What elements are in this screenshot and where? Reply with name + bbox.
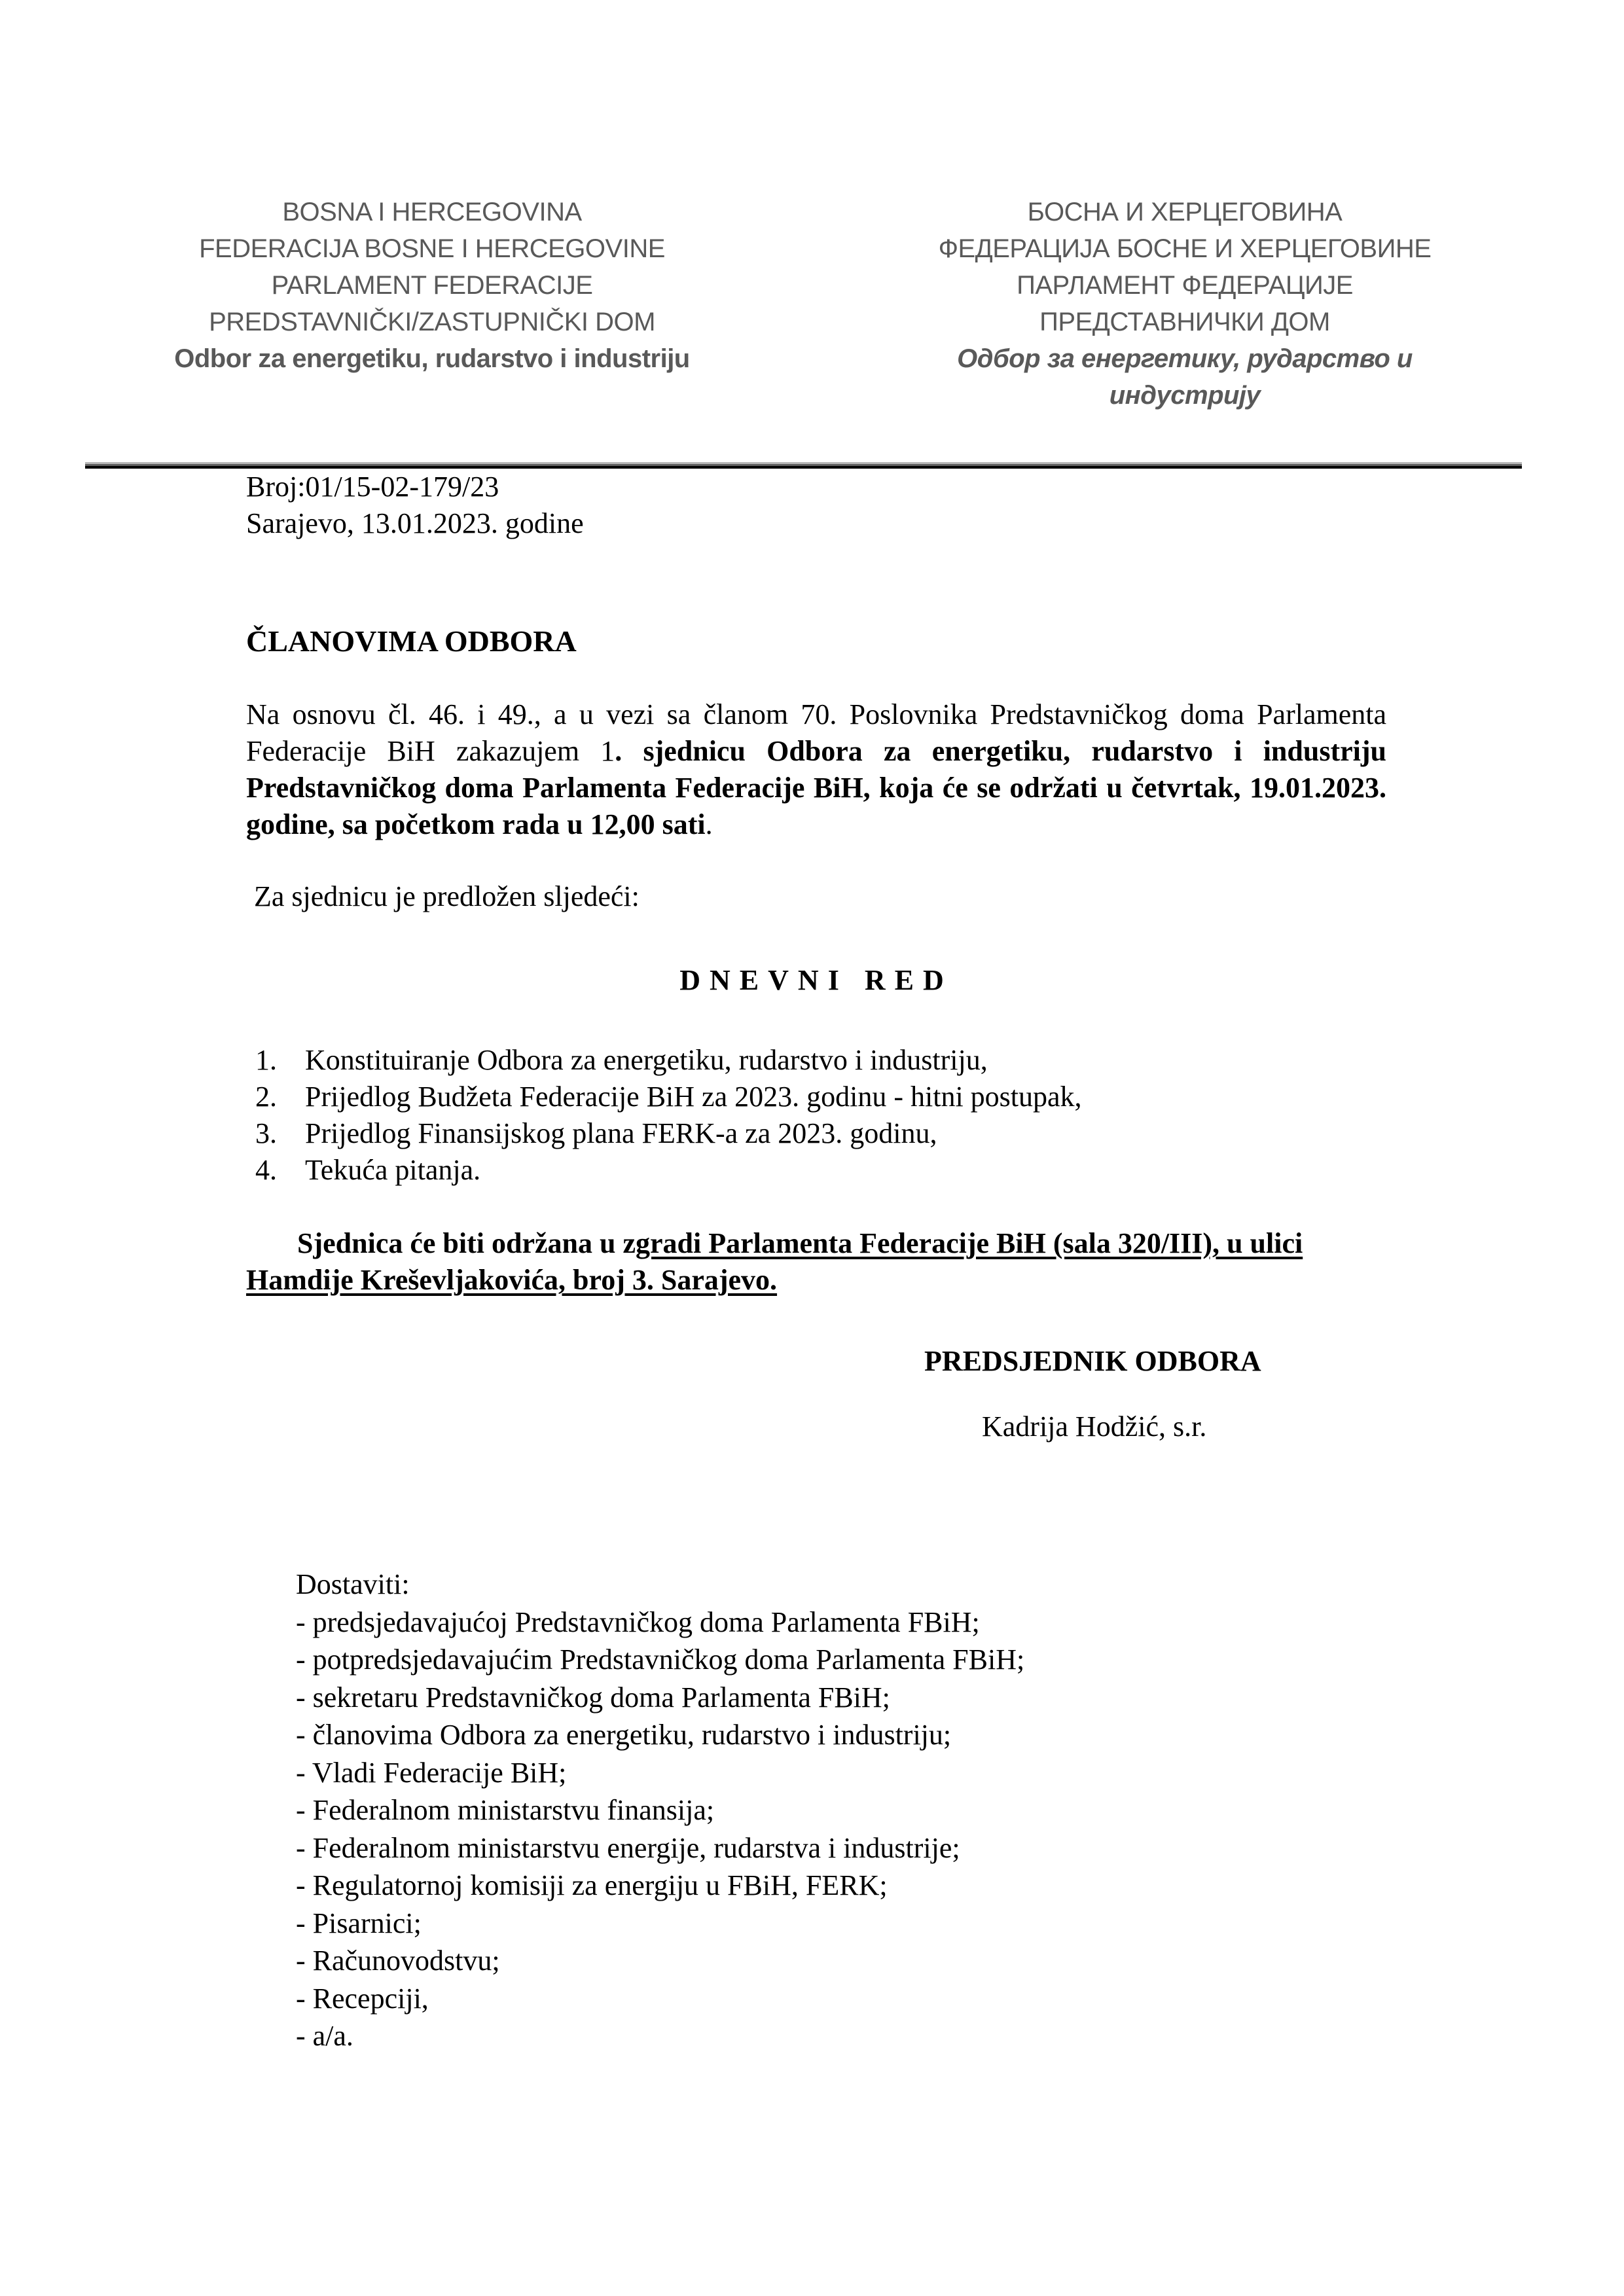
document-reference bbox=[246, 469, 584, 542]
header-latin-line: PARLAMENT FEDERACIJE bbox=[271, 271, 593, 300]
agenda-item-number: 1. bbox=[255, 1044, 277, 1076]
agenda-item-text: Prijedlog Finansijskog plana FERK-a za 2023. godinu, bbox=[305, 1117, 937, 1149]
agenda-intro: Za sjednicu je predložen sljedeći: bbox=[254, 880, 640, 912]
intro-bold-text: . sjednicu Odbora za energetiku, rudarstvo i industriju Predstavničkog doma Parlamenta Federacije BiH, koja će se održati u četvrtak, 19.01.2023. godine, sa početkom rada u 12,00 sati bbox=[246, 735, 1386, 840]
agenda-item-number: 2. bbox=[255, 1081, 277, 1113]
distribution-item: - Vladi Federacije BiH; bbox=[296, 1756, 567, 1789]
header-cyrillic bbox=[890, 194, 1479, 414]
distribution-item: - Recepciji, bbox=[296, 1982, 429, 2015]
distribution-item: - članovima Odbora za energetiku, rudarstvo i industriju; bbox=[296, 1719, 952, 1751]
distribution-item: - a/a. bbox=[296, 2020, 353, 2052]
intro-paragraph bbox=[246, 696, 1386, 843]
distribution-item: - sekretaru Predstavničkog doma Parlamenta FBiH; bbox=[296, 1681, 890, 1713]
signer-title: PREDSJEDNIK ODBORA bbox=[924, 1345, 1261, 1377]
agenda-item bbox=[246, 1115, 1082, 1152]
agenda-item-text: Konstituiranje Odbora za energetiku, rudarstvo i industriju, bbox=[305, 1044, 988, 1076]
distribution-label: Dostaviti: bbox=[296, 1568, 410, 1600]
header-cyrillic-line: ПРЕДСТАВНИЧКИ ДОМ bbox=[1039, 308, 1330, 336]
distribution-item: - Regulatornoj komisiji za energiju u FBiH, FERK; bbox=[296, 1869, 888, 1901]
agenda-item bbox=[246, 1079, 1082, 1115]
reference-number: Broj:01/15-02-179/23 bbox=[246, 471, 499, 503]
agenda-item-number: 3. bbox=[255, 1117, 277, 1149]
distribution-item: - Federalnom ministarstvu energije, rudarstva i industrije; bbox=[296, 1831, 960, 1864]
header-cyrillic-line: ФЕДЕРАЦИЈА БОСНЕ И ХЕРЦЕГОВИНЕ bbox=[938, 234, 1432, 263]
header-latin-line: FEDERACIJA BOSNE I HERCEGOVINE bbox=[199, 234, 665, 263]
distribution-item: - Federalnom ministarstvu finansija; bbox=[296, 1794, 715, 1826]
venue-underlined-text: gradi Parlamenta Federacije BiH (sala 320/III), u ulici Hamdije Kreševljakovića, broj 3. Sarajevo. bbox=[246, 1227, 1303, 1296]
header-latin bbox=[157, 194, 707, 377]
header-latin-line: BOSNA I HERCEGOVINA bbox=[282, 198, 582, 226]
agenda-item bbox=[246, 1042, 1082, 1079]
intro-plain-text: Na osnovu čl. 46. i 49., a u vezi sa članom 70. Poslovnika Predstavničkog doma Parlamenta Federacije BiH zakazujem 1 bbox=[246, 698, 1386, 767]
agenda-item-text: Prijedlog Budžeta Federacije BiH za 2023. godinu - hitni postupak, bbox=[305, 1081, 1082, 1113]
distribution-list bbox=[296, 1566, 1024, 2055]
agenda-list bbox=[246, 1042, 1082, 1189]
header-cyrillic-line: БОСНА И ХЕРЦЕГОВИНА bbox=[1027, 198, 1343, 226]
header-cyrillic-line: ПАРЛАМЕНТ ФЕДЕРАЦИЈЕ bbox=[1017, 271, 1353, 300]
agenda-item bbox=[246, 1152, 1082, 1189]
distribution-item: - potpredsjedavajućim Predstavničkog doma Parlamenta FBiH; bbox=[296, 1643, 1025, 1676]
header-latin-line: PREDSTAVNIČKI/ZASTUPNIČKI DOM bbox=[209, 308, 655, 336]
venue-plain-text: Sjednica će biti održana u z bbox=[297, 1227, 636, 1259]
venue-paragraph bbox=[246, 1225, 1386, 1299]
distribution-item: - Pisarnici; bbox=[296, 1907, 422, 1939]
agenda-title: DNEVNI RED bbox=[679, 964, 953, 996]
signer-name: Kadrija Hodžić, s.r. bbox=[982, 1410, 1207, 1443]
distribution-item: - Računovodstvu; bbox=[296, 1945, 500, 1977]
reference-place-date: Sarajevo, 13.01.2023. godine bbox=[246, 507, 584, 539]
intro-end-text: . bbox=[705, 808, 713, 840]
distribution-item: - predsjedavajućoj Predstavničkog doma Parlamenta FBiH; bbox=[296, 1605, 980, 1638]
header-latin-committee: Odbor za energetiku, rudarstvo i industriju bbox=[174, 344, 690, 373]
addressee: ČLANOVIMA ODBORA bbox=[246, 624, 577, 658]
agenda-item-number: 4. bbox=[255, 1154, 277, 1186]
agenda-item-text: Tekuća pitanja. bbox=[305, 1154, 481, 1186]
header-cyrillic-committee: Одбор за енергетику, рударство и индустрију bbox=[957, 344, 1413, 410]
header-divider bbox=[85, 462, 1522, 469]
